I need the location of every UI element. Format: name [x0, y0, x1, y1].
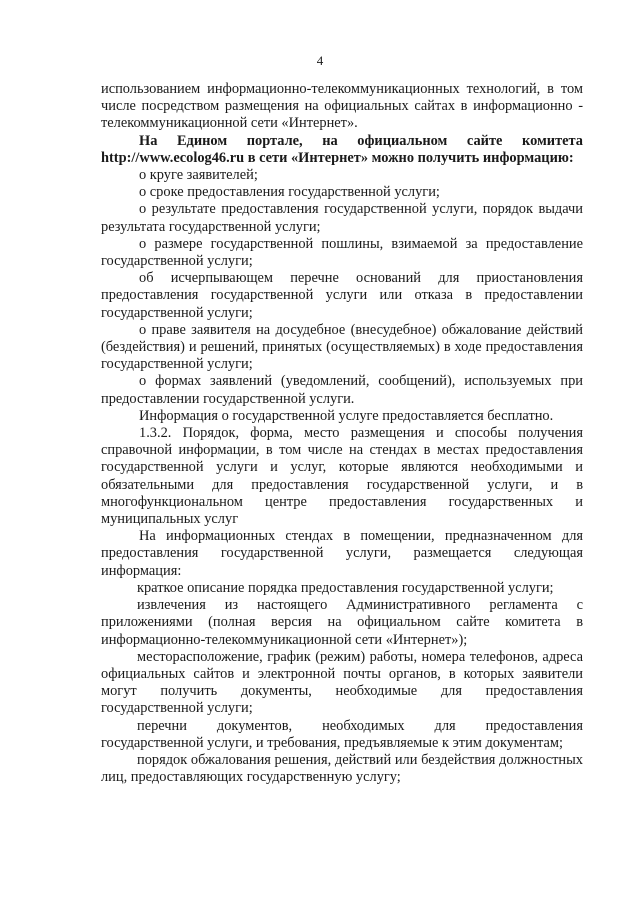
list-item: о круге заявителей; [139, 167, 258, 184]
list-item: о формах заявлений (уведомлений, сообщений), используемых при предоставлении государственной услуги. [101, 373, 583, 407]
page-number: 4 [316, 53, 324, 68]
list-item: об исчерпывающем перечне оснований для приостановления предоставления государственной услуги или отказа в предоставлении государственной услуги; [101, 270, 583, 321]
section-heading-paragraph: 1.3.2. Порядок, форма, место размещения и способы получения справочной информации, в том числе на стендах в местах предоставления государственной услуги и услуг, которые являются необходимыми и обязательными для предоставления государственной услуги, и в многофункциональном центре предоставления государственных и муниципальных услуг [101, 425, 583, 528]
paragraph-bold-intro: На Едином портале, на официальном сайте комитета http://www.ecolog46.ru в сети «Интернет» можно получить информацию: [101, 132, 583, 166]
list-item: перечни документов, необходимых для предоставления государственной услуги, и требования, предъявляемые к этим документам; [101, 717, 583, 751]
document-body [101, 81, 583, 786]
list-item: о размере государственной пошлины, взимаемой за предоставление государственной услуги; [101, 235, 583, 270]
list-item: о сроке предоставления государственной услуги; [139, 184, 440, 201]
list-item: о праве заявителя на досудебное (внесудебное) обжалование действий (бездействия) и решений, принятых (осуществляемых) в ходе предоставления государственной услуги; [101, 321, 583, 373]
paragraph: На информационных стендах в помещении, предназначенном для предоставления государственной услуги, размещается следующая информация: [101, 528, 583, 579]
list-item: месторасположение, график (режим) работы, номера телефонов, адреса официальных сайтов и электронной почты органов, в которых заявители могут получить документы, необходимые для предоставления государственной услуги; [101, 648, 583, 717]
list-item: о результате предоставления государственной услуги, порядок выдачи результата государственной услуги; [101, 201, 583, 235]
list-item: порядок обжалования решения, действий или бездействия должностных лиц, предоставляющих государственную услугу; [101, 751, 583, 786]
list-item: краткое описание порядка предоставления государственной услуги; [137, 579, 554, 596]
paragraph: использованием информационно-телекоммуникационных технологий, в том числе посредством размещения на официальных сайтах в информационно - телекоммуникационной сети «Интернет». [101, 81, 583, 132]
list-item: извлечения из настоящего Административного регламента с приложениями (полная версия на официальном сайте комитета в информационно-телекоммуникационной сети «Интернет»); [101, 597, 583, 648]
paragraph: Информация о государственной услуге предоставляется бесплатно. [139, 407, 554, 424]
